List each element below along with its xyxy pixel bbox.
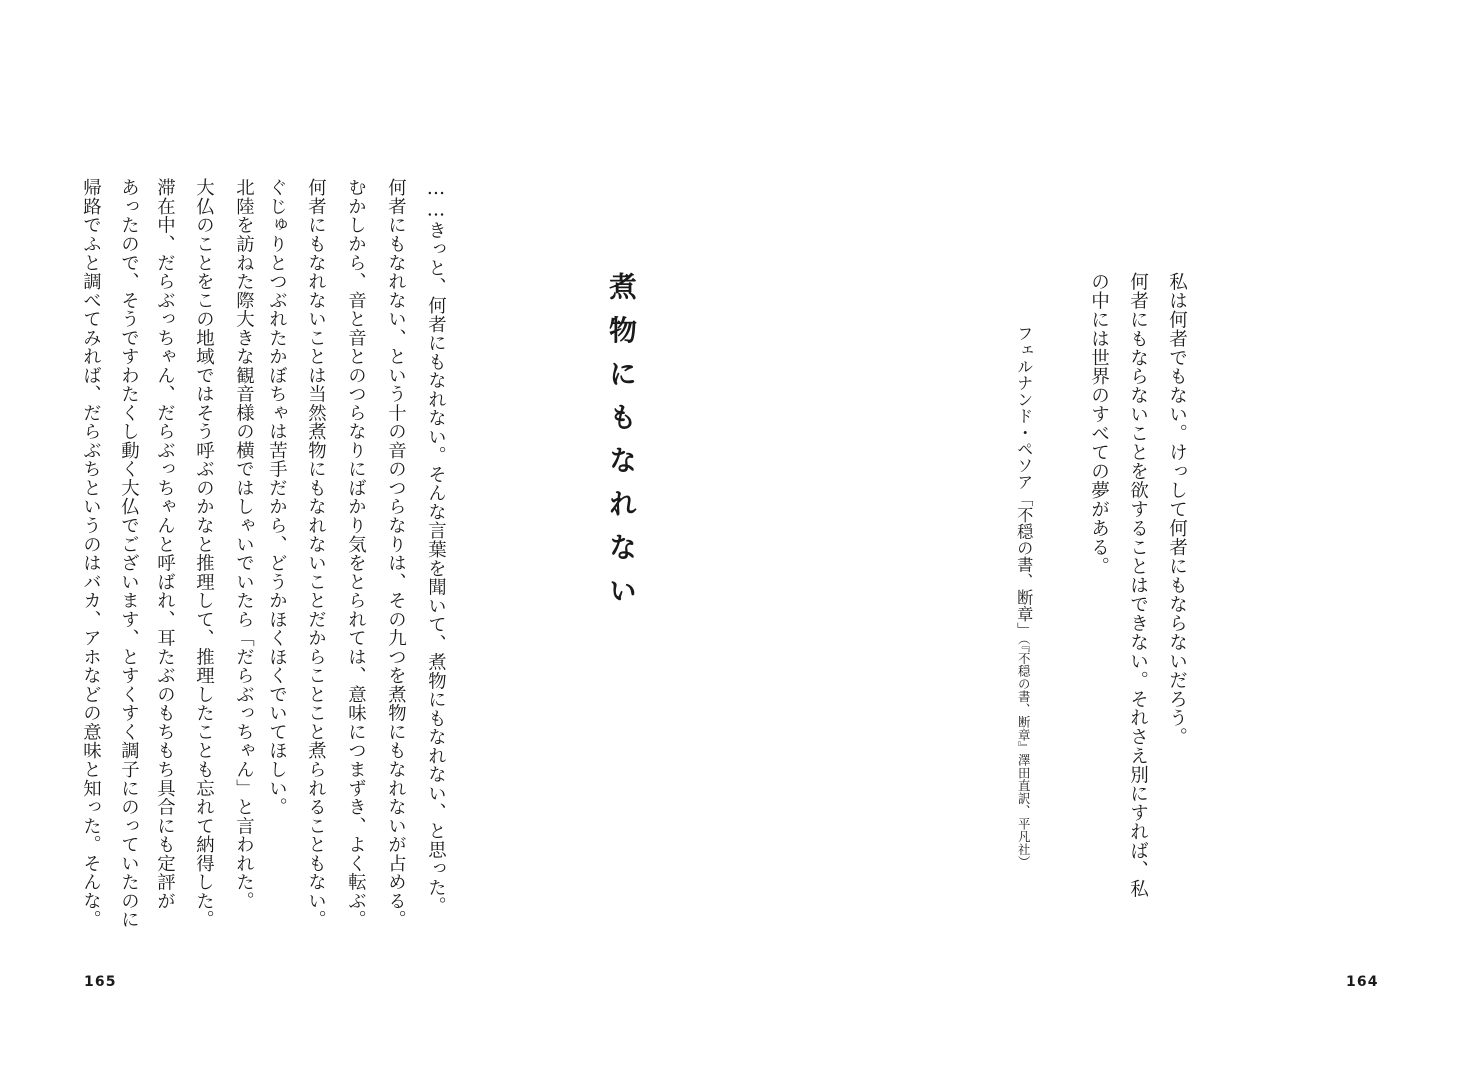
epigraph-line-2: 何者にもならないことを欲することはできない。それさえ別にすれば、私 (1127, 272, 1149, 899)
page-number-left: 165 (84, 974, 117, 990)
body-line-6: 北陸を訪ねた際大きな観音様の横ではしゃいでいたら「だらぶっちゃん」と言われた。 (233, 178, 255, 910)
body-line-2: 何者にもなれない、という十の音のつらなりは、その九つを煮物にもなれないが占める。 (385, 178, 407, 929)
body-line-8: 滞在中、だらぶっちゃん、だらぶっちゃんと呼ばれ、耳たぶのもちもち具合にも定評が (154, 178, 176, 910)
epigraph-credit-source: （『不穏の書、断章』澤田直訳、平凡社） (1016, 638, 1032, 869)
epigraph-credit-author: フェルナンド・ペソア「不穏の書、断章」 (1014, 325, 1034, 639)
epigraph-credit (1014, 325, 1034, 869)
body-line-1: ……きっと、何者にもなれない。そんな言葉を聞いて、煮物にもなれない、と思った。 (425, 178, 447, 916)
epigraph-line-1: 私は何者でもない。けっして何者にもならないだろう。 (1166, 272, 1188, 747)
body-line-4: 何者にもなれないことは当然煮物にもなれないことだからことこと煮られることもない。 (305, 178, 327, 929)
body-line-7: 大仏のことをこの地域ではそう呼ぶのかなと推理して、推理したことも忘れて納得した。 (193, 178, 215, 929)
body-line-9: あったので、そうですわたくし動く大仏でございます、とすくすく調子にのっていたのに (118, 178, 140, 929)
body-line-5: ぐじゅりとつぶれたかぼちゃは苦手だから、どうかほくほくでいてほしい。 (266, 178, 288, 817)
chapter-title: 煮物にもなれない (605, 272, 638, 620)
page-number-right: 164 (1346, 974, 1379, 990)
body-line-3: むかしから、音と音とのつらなりにばかり気をとられては、意味につまずき、よく転ぶ。 (345, 178, 367, 929)
body-line-10: 帰路でふと調べてみれば、だらぶちというのはバカ、アホなどの意味と知った。そんな。 (80, 178, 102, 929)
epigraph-line-3: の中には世界のすべての夢がある。 (1088, 272, 1110, 576)
